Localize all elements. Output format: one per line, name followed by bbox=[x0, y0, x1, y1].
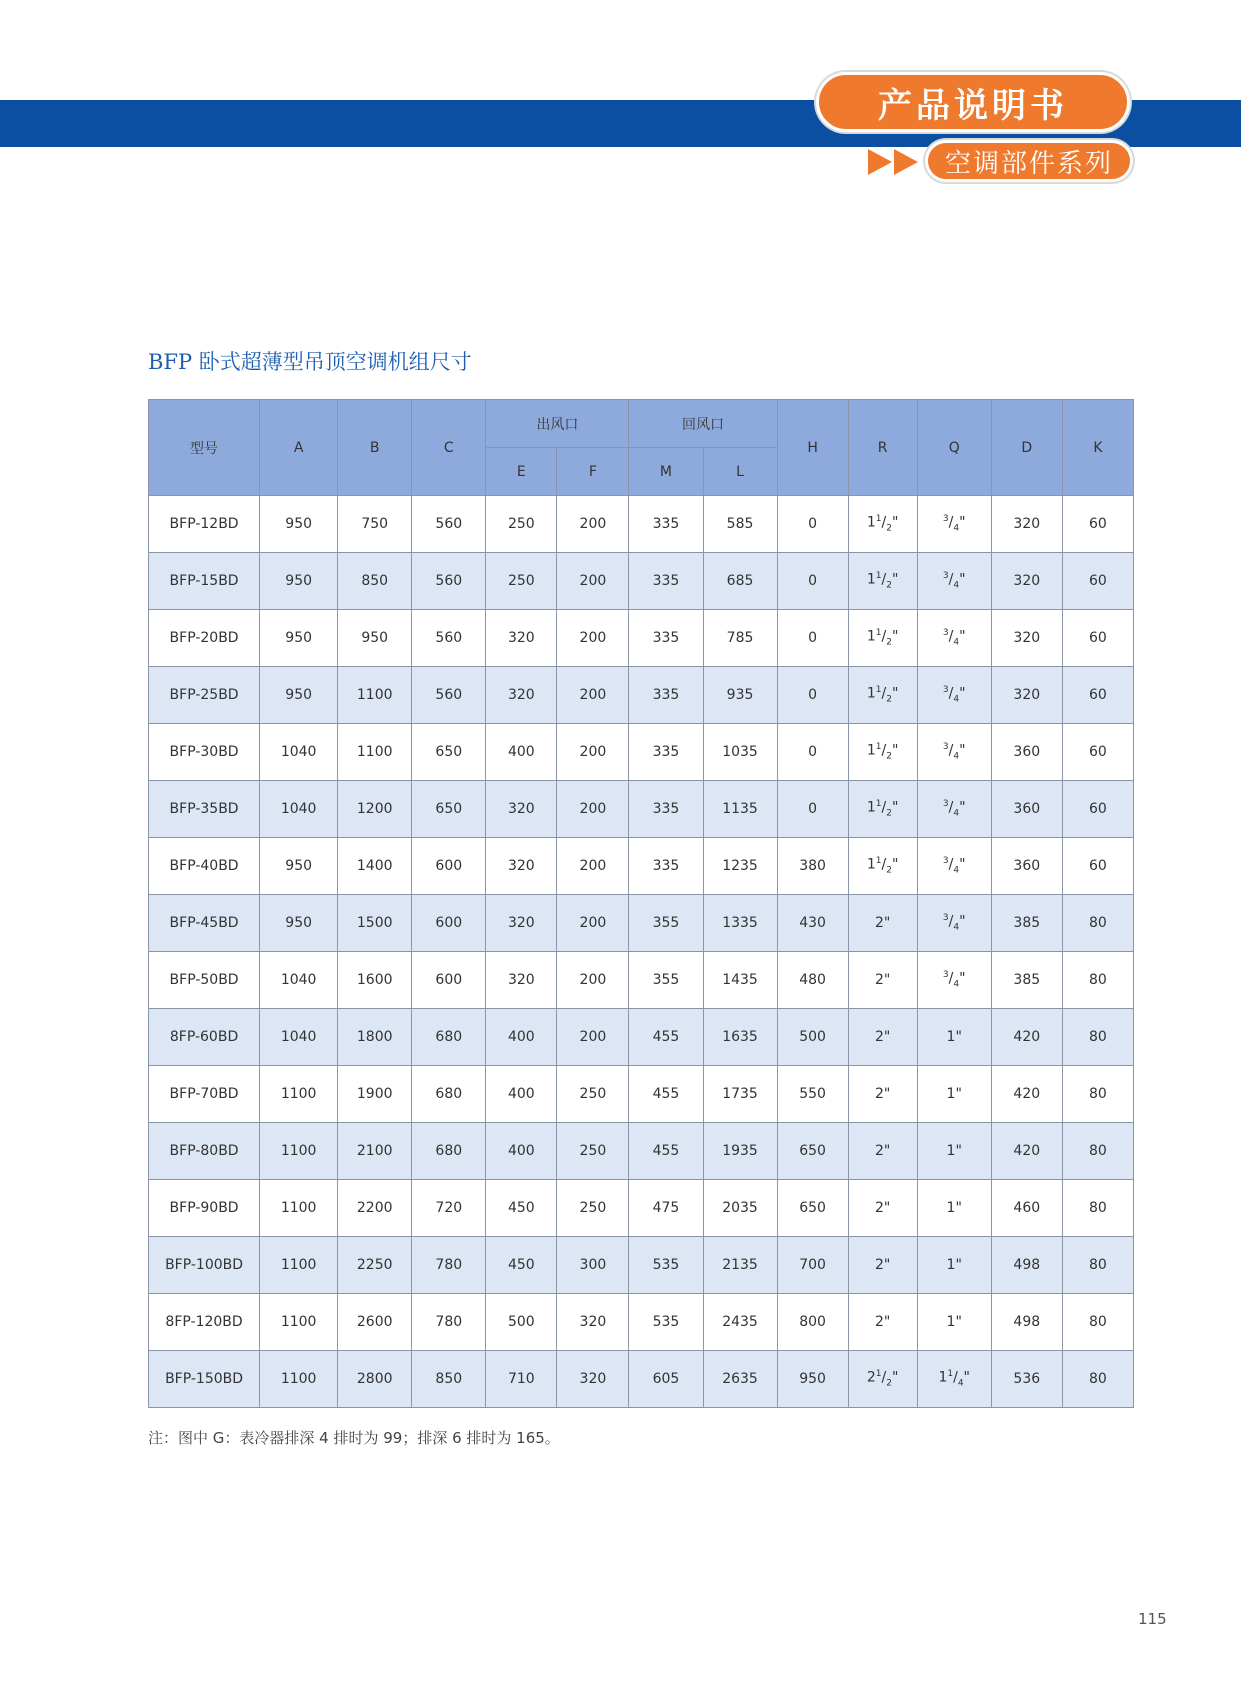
table-row bbox=[149, 1123, 1134, 1180]
cell-h: 0 bbox=[777, 781, 848, 838]
cell-m: 335 bbox=[629, 553, 703, 610]
cell-l: 1035 bbox=[703, 724, 777, 781]
cell-q: $^3/_4$" bbox=[917, 781, 991, 838]
cell-c: 680 bbox=[412, 1123, 486, 1180]
cell-f: 200 bbox=[557, 838, 629, 895]
cell-l: 685 bbox=[703, 553, 777, 610]
cell-m: 335 bbox=[629, 724, 703, 781]
cell-l: 1935 bbox=[703, 1123, 777, 1180]
cell-a: 1100 bbox=[260, 1237, 338, 1294]
cell-b: 2200 bbox=[338, 1180, 412, 1237]
cell-c: 650 bbox=[412, 724, 486, 781]
cell-m: 355 bbox=[629, 952, 703, 1009]
cell-c: 780 bbox=[412, 1294, 486, 1351]
cell-q: 1" bbox=[917, 1294, 991, 1351]
cell-c: 720 bbox=[412, 1180, 486, 1237]
cell-k: 80 bbox=[1062, 952, 1133, 1009]
cell-k: 60 bbox=[1062, 838, 1133, 895]
cell-e: 400 bbox=[486, 1009, 557, 1066]
cell-model: BFP-12BD bbox=[149, 496, 260, 553]
double-arrow-icon bbox=[868, 149, 920, 175]
cell-a: 950 bbox=[260, 895, 338, 952]
header-k: K bbox=[1062, 400, 1133, 496]
cell-e: 400 bbox=[486, 1066, 557, 1123]
table-row bbox=[149, 781, 1134, 838]
header-m: M bbox=[629, 448, 703, 496]
header-outlet: 出风口 bbox=[486, 400, 629, 448]
cell-l: 2635 bbox=[703, 1351, 777, 1408]
cell-k: 60 bbox=[1062, 724, 1133, 781]
cell-model: BFP-40BD bbox=[149, 838, 260, 895]
table-row bbox=[149, 952, 1134, 1009]
header-a: A bbox=[260, 400, 338, 496]
cell-model: BFP-90BD bbox=[149, 1180, 260, 1237]
cell-b: 1800 bbox=[338, 1009, 412, 1066]
cell-f: 200 bbox=[557, 952, 629, 1009]
cell-e: 450 bbox=[486, 1180, 557, 1237]
cell-q: 1" bbox=[917, 1066, 991, 1123]
cell-b: 2100 bbox=[338, 1123, 412, 1180]
cell-model: BFP-150BD bbox=[149, 1351, 260, 1408]
cell-h: 700 bbox=[777, 1237, 848, 1294]
cell-model: BFP-50BD bbox=[149, 952, 260, 1009]
cell-h: 0 bbox=[777, 496, 848, 553]
cell-l: 585 bbox=[703, 496, 777, 553]
header-f: F bbox=[557, 448, 629, 496]
cell-e: 500 bbox=[486, 1294, 557, 1351]
cell-f: 200 bbox=[557, 667, 629, 724]
header-title: 产品说明书 bbox=[816, 72, 1130, 132]
cell-r: 2" bbox=[848, 1066, 917, 1123]
cell-b: 850 bbox=[338, 553, 412, 610]
cell-e: 400 bbox=[486, 1123, 557, 1180]
cell-e: 320 bbox=[486, 895, 557, 952]
cell-b: 1900 bbox=[338, 1066, 412, 1123]
cell-f: 250 bbox=[557, 1066, 629, 1123]
cell-h: 0 bbox=[777, 610, 848, 667]
cell-d: 460 bbox=[991, 1180, 1062, 1237]
cell-c: 680 bbox=[412, 1066, 486, 1123]
cell-k: 80 bbox=[1062, 1294, 1133, 1351]
cell-b: 1100 bbox=[338, 667, 412, 724]
cell-d: 360 bbox=[991, 781, 1062, 838]
cell-r: $1^1/_2$" bbox=[848, 667, 917, 724]
cell-model: 8FP-120BD bbox=[149, 1294, 260, 1351]
cell-e: 320 bbox=[486, 838, 557, 895]
cell-f: 200 bbox=[557, 895, 629, 952]
cell-r: 2" bbox=[848, 1123, 917, 1180]
dimension-table bbox=[148, 399, 1134, 1408]
table-row bbox=[149, 895, 1134, 952]
cell-e: 320 bbox=[486, 952, 557, 1009]
cell-d: 360 bbox=[991, 724, 1062, 781]
cell-e: 320 bbox=[486, 781, 557, 838]
header-c: C bbox=[412, 400, 486, 496]
cell-h: 550 bbox=[777, 1066, 848, 1123]
cell-e: 710 bbox=[486, 1351, 557, 1408]
cell-r: $1^1/_2$" bbox=[848, 781, 917, 838]
header-q: Q bbox=[917, 400, 991, 496]
table-row bbox=[149, 1009, 1134, 1066]
cell-b: 2800 bbox=[338, 1351, 412, 1408]
cell-model: BFP-25BD bbox=[149, 667, 260, 724]
cell-b: 750 bbox=[338, 496, 412, 553]
table-title: BFP 卧式超薄型吊顶空调机组尺寸 bbox=[148, 350, 472, 374]
cell-q: 1" bbox=[917, 1237, 991, 1294]
table-row bbox=[149, 838, 1134, 895]
table-row bbox=[149, 1066, 1134, 1123]
cell-model: BFP-80BD bbox=[149, 1123, 260, 1180]
cell-d: 360 bbox=[991, 838, 1062, 895]
table-row bbox=[149, 1180, 1134, 1237]
cell-r: $1^1/_2$" bbox=[848, 553, 917, 610]
cell-r: 2" bbox=[848, 1237, 917, 1294]
cell-a: 1040 bbox=[260, 781, 338, 838]
cell-k: 60 bbox=[1062, 667, 1133, 724]
cell-d: 536 bbox=[991, 1351, 1062, 1408]
cell-f: 320 bbox=[557, 1351, 629, 1408]
cell-f: 250 bbox=[557, 1180, 629, 1237]
cell-b: 2600 bbox=[338, 1294, 412, 1351]
cell-m: 455 bbox=[629, 1066, 703, 1123]
header-r: R bbox=[848, 400, 917, 496]
cell-m: 455 bbox=[629, 1009, 703, 1066]
table-row bbox=[149, 1294, 1134, 1351]
cell-a: 1040 bbox=[260, 952, 338, 1009]
cell-a: 950 bbox=[260, 496, 338, 553]
cell-b: 1500 bbox=[338, 895, 412, 952]
cell-b: 950 bbox=[338, 610, 412, 667]
cell-k: 80 bbox=[1062, 1123, 1133, 1180]
cell-q: $^3/_4$" bbox=[917, 724, 991, 781]
header-l: L bbox=[703, 448, 777, 496]
cell-r: 2" bbox=[848, 895, 917, 952]
cell-h: 430 bbox=[777, 895, 848, 952]
cell-q: $^3/_4$" bbox=[917, 838, 991, 895]
cell-h: 500 bbox=[777, 1009, 848, 1066]
cell-a: 1100 bbox=[260, 1351, 338, 1408]
cell-h: 0 bbox=[777, 667, 848, 724]
cell-b: 2250 bbox=[338, 1237, 412, 1294]
cell-m: 605 bbox=[629, 1351, 703, 1408]
cell-r: $1^1/_2$" bbox=[848, 496, 917, 553]
cell-m: 475 bbox=[629, 1180, 703, 1237]
cell-c: 780 bbox=[412, 1237, 486, 1294]
cell-a: 1100 bbox=[260, 1123, 338, 1180]
table-row bbox=[149, 667, 1134, 724]
cell-a: 950 bbox=[260, 838, 338, 895]
cell-e: 250 bbox=[486, 553, 557, 610]
table-row bbox=[149, 553, 1134, 610]
cell-c: 600 bbox=[412, 838, 486, 895]
cell-r: 2" bbox=[848, 1009, 917, 1066]
cell-m: 535 bbox=[629, 1294, 703, 1351]
cell-k: 60 bbox=[1062, 781, 1133, 838]
page-number: 115 bbox=[1138, 1610, 1167, 1628]
cell-q: $1^1/_4$" bbox=[917, 1351, 991, 1408]
cell-l: 1735 bbox=[703, 1066, 777, 1123]
cell-d: 320 bbox=[991, 496, 1062, 553]
cell-h: 650 bbox=[777, 1180, 848, 1237]
cell-a: 1040 bbox=[260, 1009, 338, 1066]
cell-q: $^3/_4$" bbox=[917, 952, 991, 1009]
cell-e: 320 bbox=[486, 610, 557, 667]
header-h: H bbox=[777, 400, 848, 496]
cell-b: 1600 bbox=[338, 952, 412, 1009]
cell-model: 8FP-60BD bbox=[149, 1009, 260, 1066]
table-row bbox=[149, 610, 1134, 667]
cell-model: BFP-30BD bbox=[149, 724, 260, 781]
cell-c: 560 bbox=[412, 610, 486, 667]
cell-a: 1100 bbox=[260, 1180, 338, 1237]
cell-c: 850 bbox=[412, 1351, 486, 1408]
cell-h: 950 bbox=[777, 1351, 848, 1408]
table-row bbox=[149, 496, 1134, 553]
cell-k: 60 bbox=[1062, 496, 1133, 553]
cell-l: 2035 bbox=[703, 1180, 777, 1237]
header-return: 回风口 bbox=[629, 400, 777, 448]
header-b: B bbox=[338, 400, 412, 496]
cell-e: 400 bbox=[486, 724, 557, 781]
cell-k: 60 bbox=[1062, 610, 1133, 667]
cell-d: 498 bbox=[991, 1294, 1062, 1351]
cell-d: 320 bbox=[991, 667, 1062, 724]
cell-model: BFP-15BD bbox=[149, 553, 260, 610]
cell-k: 80 bbox=[1062, 1180, 1133, 1237]
cell-h: 480 bbox=[777, 952, 848, 1009]
cell-model: BFP-45BD bbox=[149, 895, 260, 952]
cell-l: 1335 bbox=[703, 895, 777, 952]
cell-b: 1400 bbox=[338, 838, 412, 895]
cell-m: 335 bbox=[629, 838, 703, 895]
cell-f: 320 bbox=[557, 1294, 629, 1351]
cell-f: 200 bbox=[557, 610, 629, 667]
cell-k: 80 bbox=[1062, 895, 1133, 952]
cell-l: 785 bbox=[703, 610, 777, 667]
header-d: D bbox=[991, 400, 1062, 496]
cell-q: 1" bbox=[917, 1009, 991, 1066]
cell-c: 560 bbox=[412, 553, 486, 610]
cell-l: 1635 bbox=[703, 1009, 777, 1066]
cell-l: 1435 bbox=[703, 952, 777, 1009]
cell-q: $^3/_4$" bbox=[917, 667, 991, 724]
cell-m: 335 bbox=[629, 667, 703, 724]
cell-b: 1100 bbox=[338, 724, 412, 781]
cell-q: $^3/_4$" bbox=[917, 895, 991, 952]
cell-d: 320 bbox=[991, 553, 1062, 610]
cell-f: 200 bbox=[557, 496, 629, 553]
cell-f: 200 bbox=[557, 781, 629, 838]
table-row bbox=[149, 1351, 1134, 1408]
footnote: 注：图中 G：表冷器排深 4 排时为 99；排深 6 排时为 165。 bbox=[148, 1429, 560, 1447]
cell-r: $1^1/_2$" bbox=[848, 610, 917, 667]
cell-model: BFP-20BD bbox=[149, 610, 260, 667]
cell-l: 935 bbox=[703, 667, 777, 724]
cell-k: 80 bbox=[1062, 1009, 1133, 1066]
cell-e: 450 bbox=[486, 1237, 557, 1294]
cell-k: 80 bbox=[1062, 1237, 1133, 1294]
cell-q: 1" bbox=[917, 1180, 991, 1237]
cell-model: BFP-35BD bbox=[149, 781, 260, 838]
cell-k: 80 bbox=[1062, 1351, 1133, 1408]
cell-c: 680 bbox=[412, 1009, 486, 1066]
header-model: 型号 bbox=[149, 400, 260, 496]
cell-l: 2135 bbox=[703, 1237, 777, 1294]
cell-model: BFP-100BD bbox=[149, 1237, 260, 1294]
cell-h: 800 bbox=[777, 1294, 848, 1351]
cell-b: 1200 bbox=[338, 781, 412, 838]
cell-c: 600 bbox=[412, 895, 486, 952]
cell-l: 1135 bbox=[703, 781, 777, 838]
cell-d: 420 bbox=[991, 1009, 1062, 1066]
cell-d: 385 bbox=[991, 895, 1062, 952]
cell-a: 950 bbox=[260, 553, 338, 610]
cell-a: 950 bbox=[260, 667, 338, 724]
table-row bbox=[149, 1237, 1134, 1294]
table-row bbox=[149, 724, 1134, 781]
cell-k: 60 bbox=[1062, 553, 1133, 610]
cell-l: 2435 bbox=[703, 1294, 777, 1351]
cell-h: 0 bbox=[777, 553, 848, 610]
cell-d: 420 bbox=[991, 1123, 1062, 1180]
cell-q: $^3/_4$" bbox=[917, 610, 991, 667]
header-e: E bbox=[486, 448, 557, 496]
cell-d: 385 bbox=[991, 952, 1062, 1009]
cell-d: 320 bbox=[991, 610, 1062, 667]
cell-a: 950 bbox=[260, 610, 338, 667]
cell-d: 498 bbox=[991, 1237, 1062, 1294]
cell-k: 80 bbox=[1062, 1066, 1133, 1123]
cell-q: $^3/_4$" bbox=[917, 496, 991, 553]
cell-r: $2^1/_2$" bbox=[848, 1351, 917, 1408]
cell-e: 250 bbox=[486, 496, 557, 553]
cell-m: 335 bbox=[629, 781, 703, 838]
cell-model: BFP-70BD bbox=[149, 1066, 260, 1123]
cell-f: 200 bbox=[557, 1009, 629, 1066]
cell-d: 420 bbox=[991, 1066, 1062, 1123]
cell-a: 1100 bbox=[260, 1294, 338, 1351]
cell-f: 200 bbox=[557, 724, 629, 781]
cell-r: $1^1/_2$" bbox=[848, 838, 917, 895]
cell-c: 650 bbox=[412, 781, 486, 838]
cell-r: 2" bbox=[848, 1180, 917, 1237]
cell-c: 560 bbox=[412, 496, 486, 553]
cell-r: 2" bbox=[848, 952, 917, 1009]
cell-m: 455 bbox=[629, 1123, 703, 1180]
cell-r: 2" bbox=[848, 1294, 917, 1351]
cell-m: 335 bbox=[629, 610, 703, 667]
cell-f: 250 bbox=[557, 1123, 629, 1180]
table-body bbox=[149, 496, 1134, 1408]
cell-q: $^3/_4$" bbox=[917, 553, 991, 610]
cell-m: 335 bbox=[629, 496, 703, 553]
cell-l: 1235 bbox=[703, 838, 777, 895]
cell-a: 1100 bbox=[260, 1066, 338, 1123]
cell-q: 1" bbox=[917, 1123, 991, 1180]
cell-f: 200 bbox=[557, 553, 629, 610]
cell-a: 1040 bbox=[260, 724, 338, 781]
cell-h: 650 bbox=[777, 1123, 848, 1180]
cell-m: 535 bbox=[629, 1237, 703, 1294]
cell-e: 320 bbox=[486, 667, 557, 724]
cell-f: 300 bbox=[557, 1237, 629, 1294]
cell-m: 355 bbox=[629, 895, 703, 952]
cell-h: 0 bbox=[777, 724, 848, 781]
cell-r: $1^1/_2$" bbox=[848, 724, 917, 781]
cell-h: 380 bbox=[777, 838, 848, 895]
header-subtitle: 空调部件系列 bbox=[925, 140, 1133, 182]
cell-c: 600 bbox=[412, 952, 486, 1009]
cell-c: 560 bbox=[412, 667, 486, 724]
